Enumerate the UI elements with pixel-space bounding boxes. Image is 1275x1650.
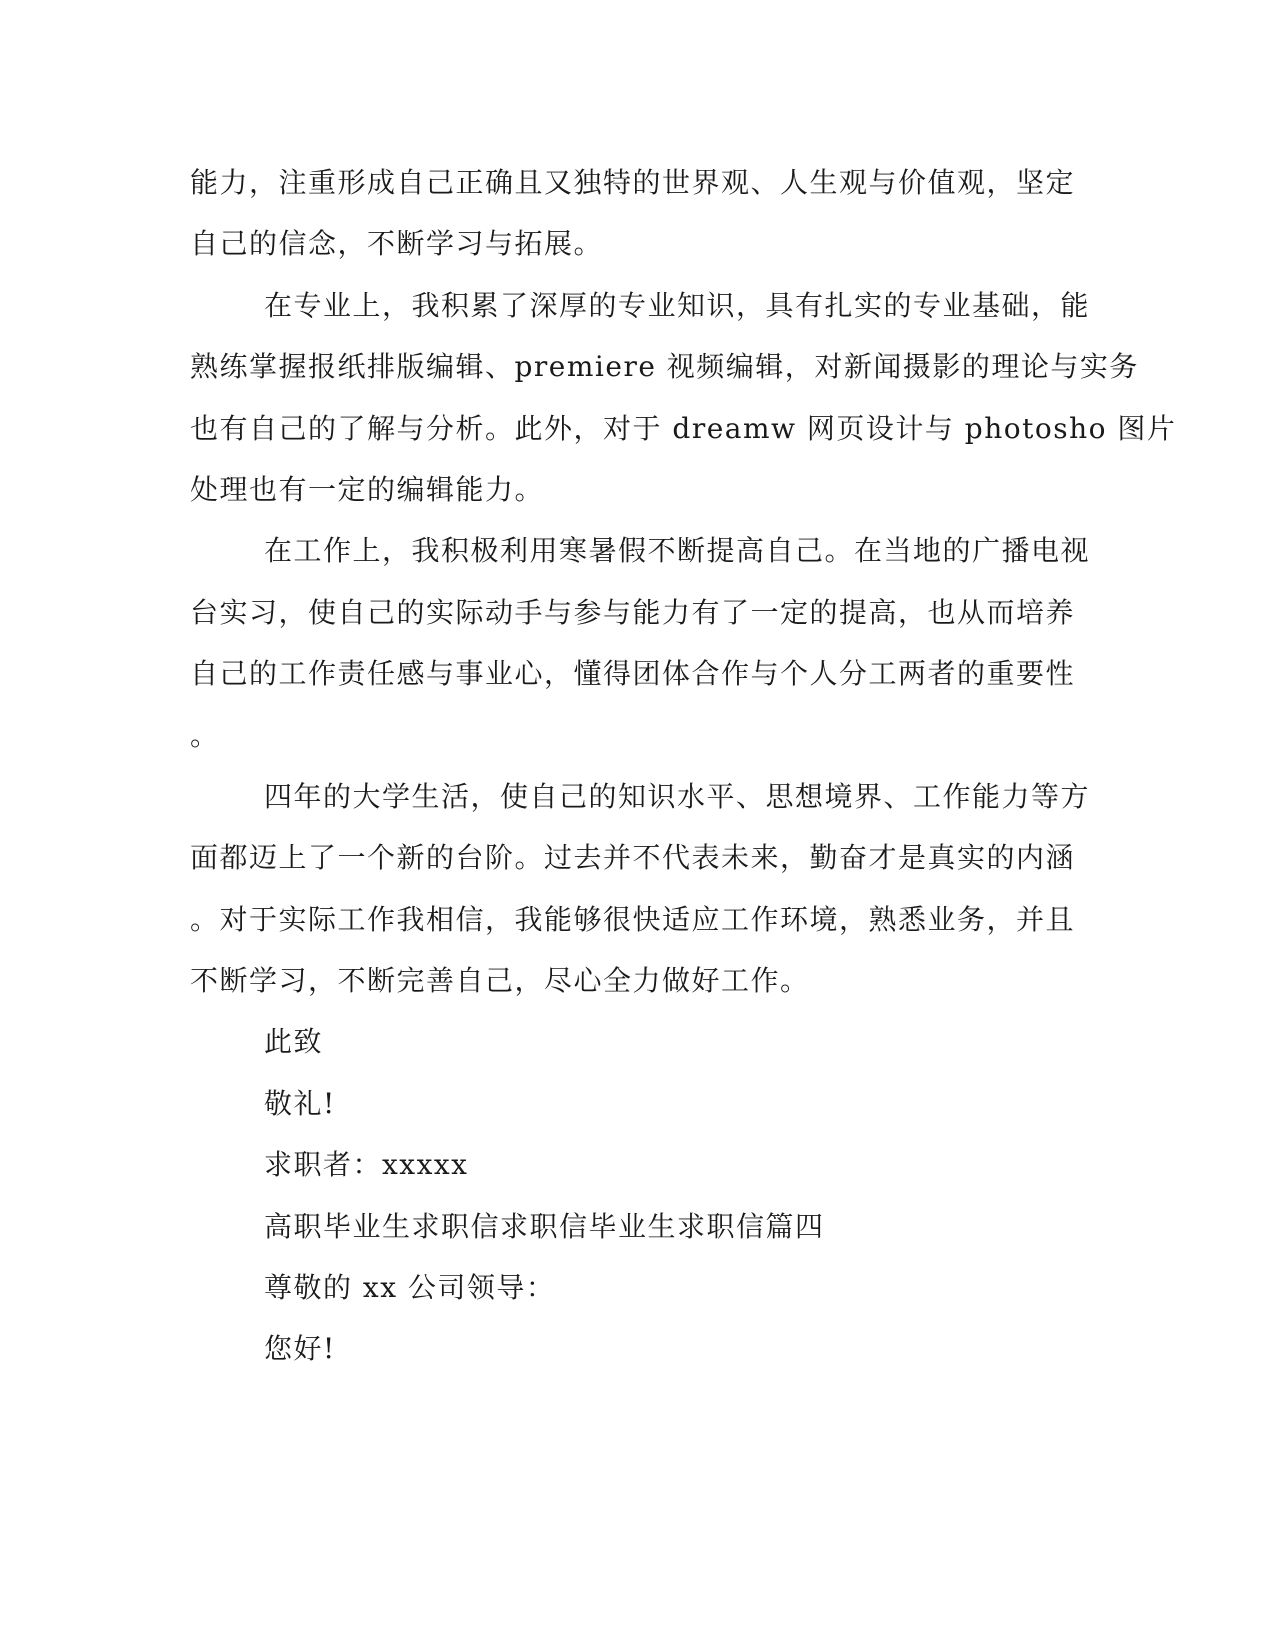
paragraph-start-line: 在工作上，我积极利用寒暑假不断提高自己。在当地的广播电视 [264,534,1091,568]
applicant-line: 求职者：xxxxx [264,1148,469,1182]
recipient-line: 尊敬的 xx 公司领导： [264,1271,556,1305]
text-line: 面都迈上了一个新的台阶。过去并不代表未来，勤奋才是真实的内涵 [190,841,1076,875]
text-line: 台实习，使自己的实际动手与参与能力有了一定的提高，也从而培养 [190,595,1076,629]
text-line: 自己的工作责任感与事业心，懂得团体合作与个人分工两者的重要性 [190,657,1076,691]
paragraph-start-line: 在专业上，我积累了深厚的专业知识，具有扎实的专业基础，能 [264,288,1091,322]
salutation-line: 敬礼! [264,1086,336,1120]
greeting-line: 您好! [264,1332,336,1366]
text-line: 能力，注重形成自己正确且又独特的世界观、人生观与价值观，坚定 [190,166,1076,199]
paragraph-start-line: 四年的大学生活，使自己的知识水平、思想境界、工作能力等方 [264,779,1091,813]
text-line: 也有自己的了解与分析。此外，对于 dreamw 网页设计与 photosho 图片 [190,411,1177,445]
section-heading: 高职毕业生求职信求职信毕业生求职信篇四 [264,1209,825,1243]
text-line: 处理也有一定的编辑能力。 [190,472,545,506]
letter-body [190,152,1177,1380]
text-line: 。 [190,718,220,752]
text-line: 不断学习，不断完善自己，尽心全力做好工作。 [190,964,810,998]
closing-line: 此致 [264,1025,324,1059]
text-line: 自己的信念，不断学习与拓展。 [190,227,604,261]
text-line: 。对于实际工作我相信，我能够很快适应工作环境，熟悉业务，并且 [190,902,1076,936]
text-line: 熟练掌握报纸排版编辑、premiere 视频编辑，对新闻摄影的理论与实务 [190,350,1139,384]
